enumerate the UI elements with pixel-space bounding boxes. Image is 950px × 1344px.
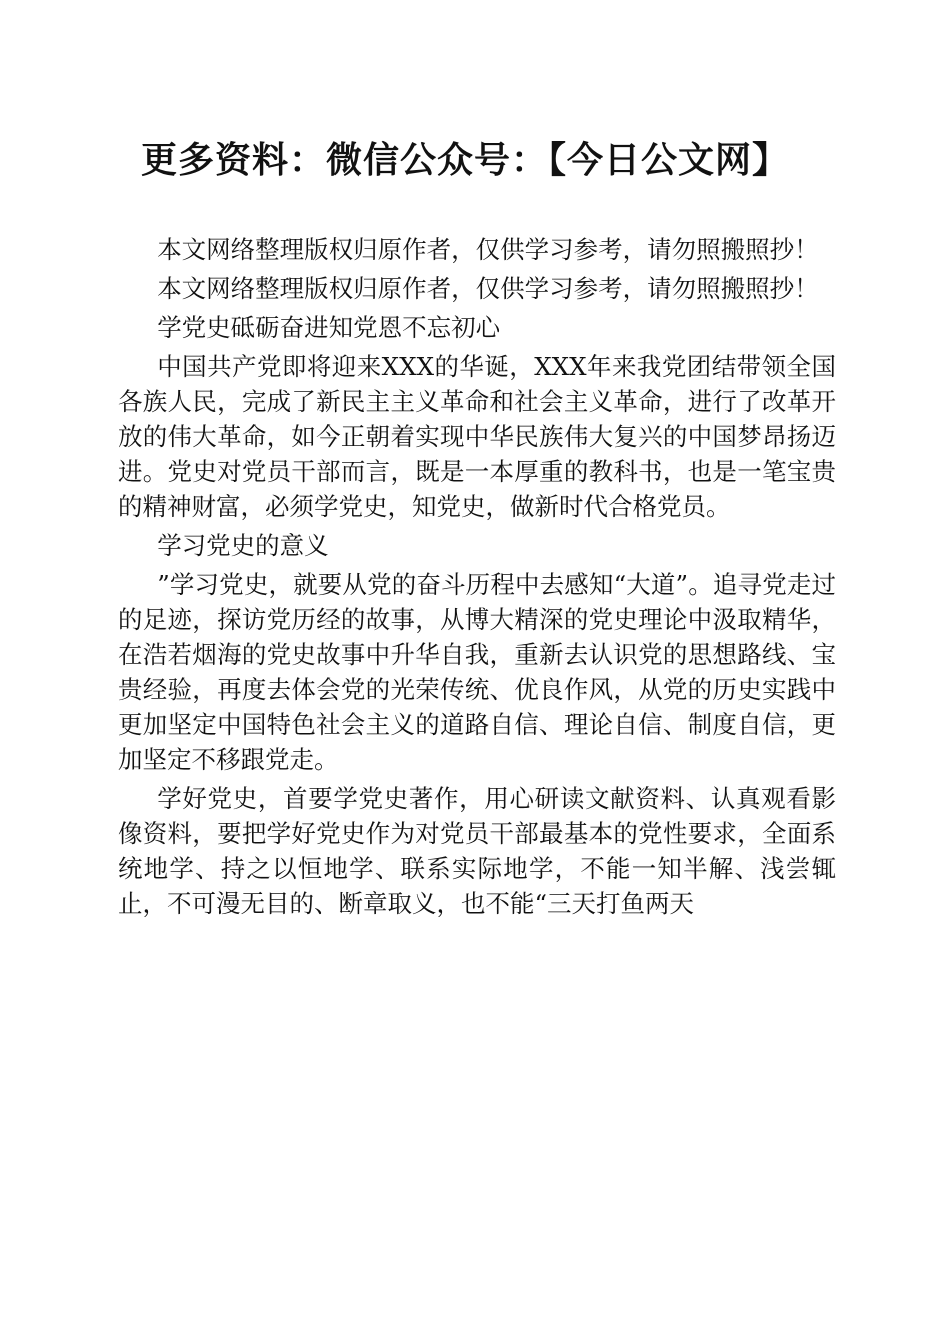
section-heading: 学习党史的意义 xyxy=(157,531,329,560)
paragraph: 学好党史，首要学党史著作，用心研读文献资料、认真观看影像资料，要把学好党史作为对党员干部最基本的党性要求，全面系统地学、持之以恒地学、联系实际地学，不能一知半解、浅尝辄止，不可漫无目的、断章取义，也不能“三天打鱼两天 xyxy=(118,784,836,918)
document-body xyxy=(118,232,836,921)
paragraph: 中国共产党即将迎来XXX的华诞，XXX年来我党团结带领全国各族人民，完成了新民主主义革命和社会主义革命，进行了改革开放的伟大革命，如今正朝着实现中华民族伟大复兴的中国梦昂扬迈进。党史对党员干部而言，既是一本厚重的教科书，也是一笔宝贵的精神财富，必须学党史，知党史，做新时代合格党员。 xyxy=(118,352,836,521)
copyright-notice: 本文网络整理版权归原作者，仅供学习参考，请勿照搬照抄！ xyxy=(157,274,819,303)
page-title: 更多资料：微信公众号：【今日公文网】 xyxy=(140,139,789,181)
article-title: 学党史砥砺奋进知党恩不忘初心 xyxy=(157,313,501,342)
paragraph: ”学习党史，就要从党的奋斗历程中去感知“大道”。追寻党走过的足迹，探访党历经的故事，从博大精深的党史理论中汲取精华，在浩若烟海的党史故事中升华自我，重新去认识党的思想路线、宝贵经验，再度去体会党的光荣传统、优良作风，从党的历史实践中更加坚定中国特色社会主义的道路自信、理论自信、制度自信，更加坚定不移跟党走。 xyxy=(118,570,836,774)
copyright-notice: 本文网络整理版权归原作者，仅供学习参考，请勿照搬照抄！ xyxy=(157,235,819,264)
